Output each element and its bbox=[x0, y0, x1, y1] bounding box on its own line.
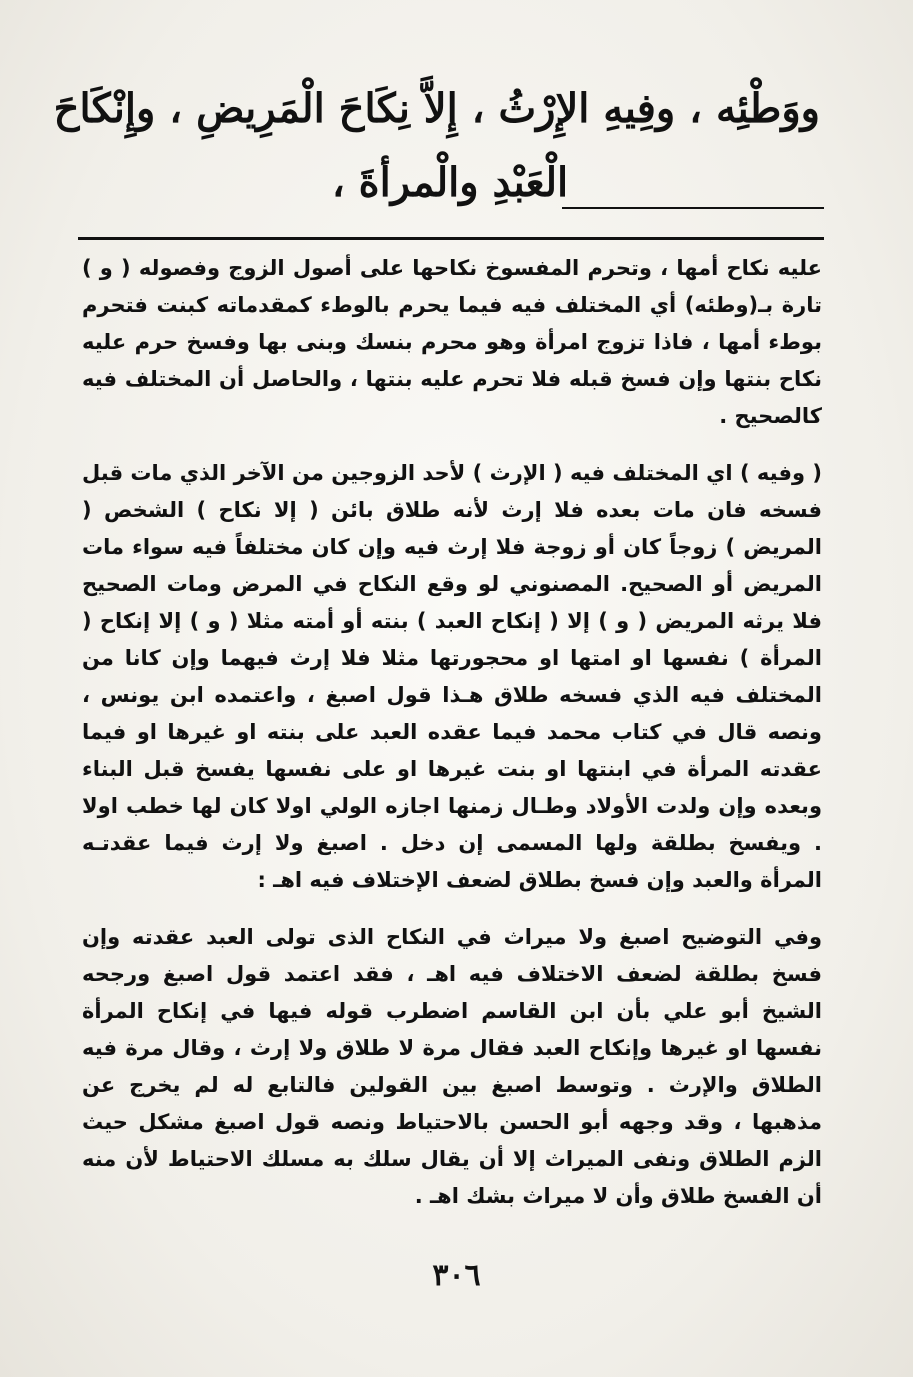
heading-line-1: ووَطْئِه ، وفِيهِ الإِرْثُ ، إِلاَّ نِكَاحَ الْمَرِيضِ ، وإِنْكَاحَ bbox=[53, 85, 820, 132]
section-divider bbox=[78, 237, 824, 240]
heading-underline bbox=[562, 207, 824, 209]
section-heading bbox=[53, 72, 820, 220]
heading-line-2: الْعَبْدِ والْمرأةَ ، bbox=[331, 159, 569, 206]
commentary-text bbox=[82, 250, 822, 1215]
paragraph-2: ( وفيه ) اي المختلف فيه ( الإرث ) لأحد الزوجين من الآخر الذي مات قبل فسخه فان مات بعده فلا إرث لأنه طلاق بائن ( إلا نكاح ) الشخص ( المريض ) زوجاً كان أو زوجة فلا إرث فيه وإن كان مختلفاً فيه سواء مات المريض أو الصحيح. المصنوني لو وقع النكاح في المرض ومات الصحيح فلا يرثه المريض ( و ) إلا ( إنكاح العبد ) بنته أو أمته مثلا ( و ) إلا إنكاح ( المرأة ) نفسها او امتها او محجورتها مثلا فلا إرث فيهما وإن كانا من المختلف فيه الذي فسخه طلاق هـذا قول اصبغ ، واعتمده ابن يونس ، ونصه قال في كتاب محمد فيما عقده العبد على بنته او غيرها او فيما عقدته المرأة في ابنتها او بنت غيرها او على نفسها يفسخ قبل البناء وبعده وإن ولدت الأولاد وطـال زمنها اجازه الولي اولا كان لها خطب اولا . ويفسخ بطلقة ولها المسمى إن دخل . اصبغ ولا إرث فيما عقدتـه المرأة والعبد وإن فسخ بطلاق لضعف الإختلاف فيه اهـ : bbox=[82, 461, 822, 892]
page-number: ٣٠٦ bbox=[432, 1258, 481, 1293]
paragraph-3: وفي التوضيح اصبغ ولا ميراث في النكاح الذى تولى العبد عقدته وإن فسخ بطلقة لضعف الاختلاف فيه اهـ ، فقد اعتمد قول اصبغ ورجحه الشيخ أبو علي بأن ابن القاسم اضطرب قوله فيها في إنكاح المرأة نفسها او غيرها وإنكاح العبد فقال مرة لا طلاق ولا إرث ، وقال مرة فيه الطلاق والإرث . وتوسط اصبغ بين القولين فالتابع له لم يخرج عن مذهبها ، وقد وجهه أبو الحسن بالاحتياط ونصه قول اصبغ مشكل حيث الزم الطلاق ونفى الميراث إلا أن يقال سلك به مسلك الاحتياط لأن منه أن الفسخ طلاق وأن لا ميراث بشك اهـ . bbox=[82, 925, 822, 1208]
paragraph-1: عليه نكاح أمها ، وتحرم المفسوخ نكاحها على أصول الزوج وفصوله ( و ) تارة بـ(وطئه) أي المختلف فيه فيما يحرم بالوطء كمقدماته كبنت فتحرم بوطء أمها ، فاذا تزوج امرأة وهو محرم بنسك وبنى بها وفسخ حرم عليه نكاح بنتها وإن فسخ قبله فلا تحرم عليه بنتها ، والحاصل أن المختلف فيه كالصحيح . bbox=[82, 256, 822, 428]
